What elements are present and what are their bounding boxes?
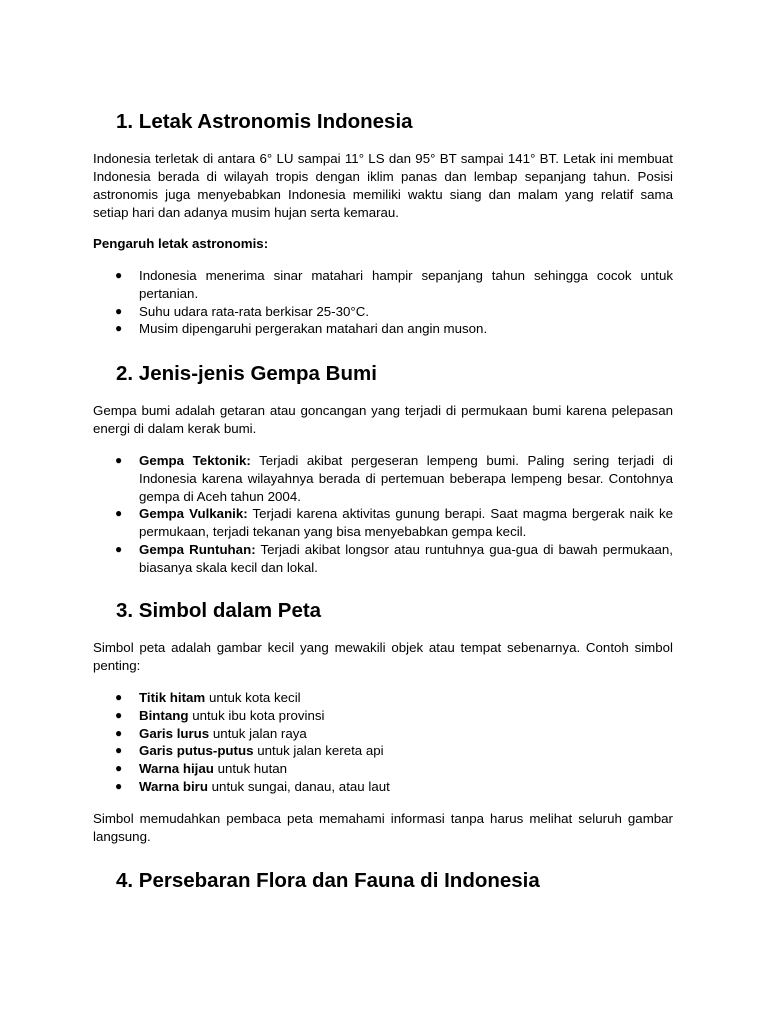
list-item: ● Gempa Vulkanik: Terjadi karena aktivitas gunung berapi. Saat magma bergerak naik ke permukaan, terjadi tekanan yang bisa menyebabkan gempa kecil.: [115, 506, 673, 540]
list-item-lead: Garis putus-putus: [139, 743, 254, 759]
section-3-list: [93, 689, 673, 796]
list-item: ● Gempa Runtuhan: Terjadi akibat longsor atau runtuhnya gua-gua di bawah permukaan, biasanya skala kecil dan lokal.: [115, 541, 673, 575]
list-item: ● Garis lurus untuk jalan raya: [115, 725, 307, 741]
list-item: ● Warna biru untuk sungai, danau, atau laut: [115, 778, 390, 794]
list-item-lead: Warna hijau: [139, 761, 214, 777]
list-item-lead: Warna biru: [139, 778, 208, 794]
bullet-icon: ●: [115, 321, 123, 336]
section-1-paragraph: Indonesia terletak di antara 6° LU sampai 11° LS dan 95° BT sampai 141° BT. Letak ini membuat Indonesia berada di wilayah tropis dengan iklim panas dan lembap sepanjang tahun. Posisi astronomis juga menyebabkan Indonesia memiliki waktu siang dan malam yang relatif sama setiap hari dan adanya musim hujan serta kemarau.: [93, 151, 673, 220]
bullet-icon: ●: [115, 690, 123, 704]
section-3-paragraph: Simbol peta adalah gambar kecil yang mewakili objek atau tempat sebenarnya. Contoh simbol penting:: [93, 640, 673, 673]
bullet-icon: ●: [115, 303, 123, 318]
bullet-icon: ●: [115, 725, 123, 740]
list-item: ● Titik hitam untuk kota kecil: [115, 690, 301, 705]
list-item-lead: Garis lurus: [139, 725, 210, 741]
bullet-icon: ●: [115, 778, 123, 793]
bullet-icon: ●: [115, 761, 123, 776]
bullet-icon: ●: [115, 506, 123, 521]
bullet-icon: ●: [115, 453, 123, 467]
list-item: ● Indonesia menerima sinar matahari hampir sepanjang tahun sehingga cocok untuk pertanian.: [115, 268, 673, 301]
section-3-closing: Simbol memudahkan pembaca peta memahami informasi tanpa harus melihat seluruh gambar langsung.: [93, 811, 673, 844]
list-item-lead: Gempa Vulkanik:: [139, 506, 248, 522]
list-item: ● Musim dipengaruhi pergerakan matahari dan angin muson.: [115, 321, 488, 337]
list-item: ● Garis putus-putus untuk jalan kereta api: [115, 743, 384, 759]
section-1-list: [93, 267, 673, 338]
section-1-heading: 1. Letak Astronomis Indonesia: [116, 110, 413, 133]
list-item-lead: Gempa Runtuhan:: [139, 541, 256, 557]
list-item: ● Bintang untuk ibu kota provinsi: [115, 707, 325, 723]
section-1-subheading: Pengaruh letak astronomis:: [93, 236, 269, 251]
bullet-icon: ●: [115, 541, 123, 556]
bullet-icon: ●: [115, 707, 123, 722]
section-2-paragraph: Gempa bumi adalah getaran atau goncangan yang terjadi di permukaan bumi karena pelepasan energi di dalam kerak bumi.: [93, 403, 673, 436]
list-item-lead: Bintang: [139, 707, 189, 723]
list-item: ● Gempa Tektonik: Terjadi akibat pergeseran lempeng bumi. Paling sering terjadi di Indonesia karena wilayahnya berada di pertemuan beberapa lempeng besar. Contohnya gempa di Aceh tahun 2004.: [115, 453, 673, 504]
section-3-heading: 3. Simbol dalam Peta: [116, 599, 322, 622]
bullet-icon: ●: [115, 268, 123, 282]
section-2-heading: 2. Jenis-jenis Gempa Bumi: [116, 362, 377, 385]
bullet-icon: ●: [115, 743, 123, 758]
list-item: ● Suhu udara rata-rata berkisar 25-30°C.: [115, 303, 370, 319]
list-item: ● Warna hijau untuk hutan: [115, 761, 288, 777]
section-4-heading: 4. Persebaran Flora dan Fauna di Indonesia: [116, 869, 540, 892]
section-2-list: [93, 452, 673, 577]
list-item-lead: Gempa Tektonik:: [139, 453, 251, 468]
list-item-lead: Titik hitam: [139, 690, 206, 705]
